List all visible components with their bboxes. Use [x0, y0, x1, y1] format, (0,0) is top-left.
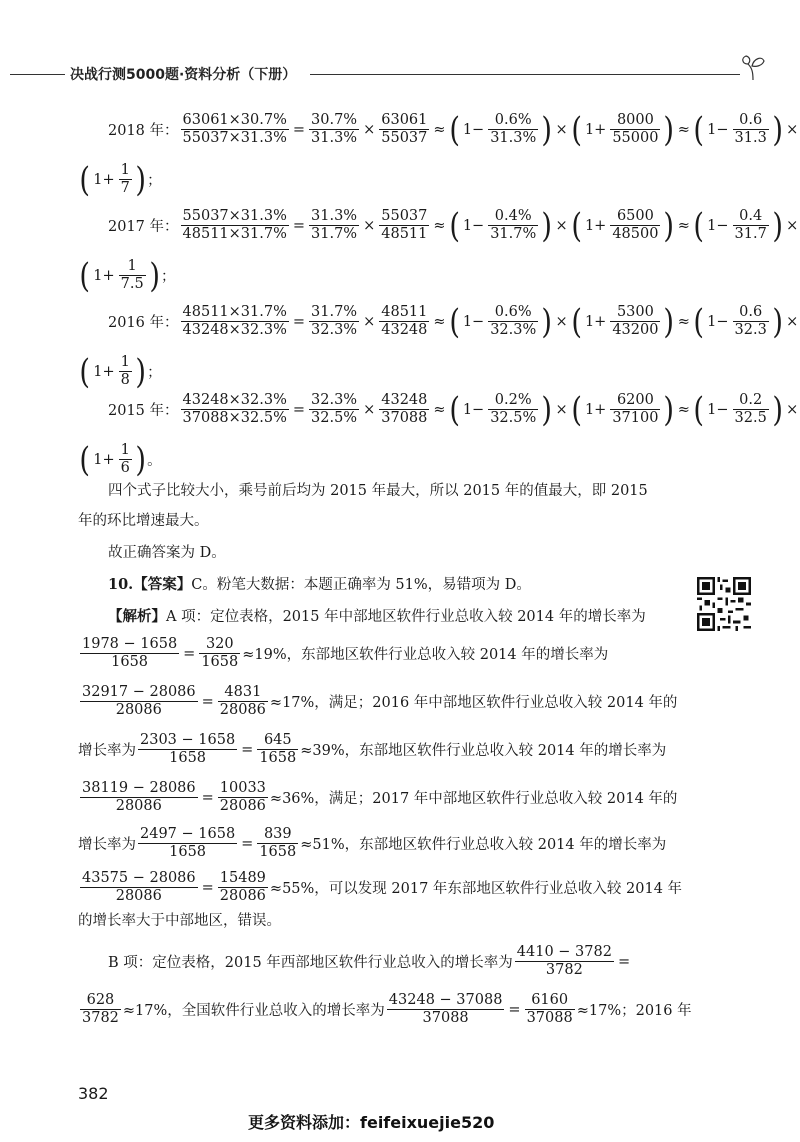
approx-sign: ≈ [433, 217, 446, 234]
denominator: 31.7% [490, 226, 537, 242]
fraction [309, 112, 359, 147]
denominator: 32.5 [734, 410, 767, 426]
fraction [733, 304, 769, 339]
numerator: 1 [127, 258, 137, 274]
denominator: 37088 [387, 1009, 505, 1027]
equals-sign: = [201, 879, 214, 896]
conclusion-line-2: 年的环比增速最大。 [78, 513, 209, 529]
numerator: 55037 [381, 208, 428, 224]
numerator: 48511 [381, 304, 428, 320]
numerator: 2497 − 1658 [140, 826, 236, 842]
paren-close: ) [772, 389, 783, 430]
fraction [515, 944, 614, 979]
fraction [379, 112, 429, 147]
fraction [119, 258, 146, 293]
numerator: 1 [120, 442, 130, 458]
fraction [138, 826, 237, 861]
denominator: 43200 [612, 322, 659, 338]
fraction [80, 636, 179, 671]
numerator: 4831 [224, 684, 262, 700]
numerator: 10033 [219, 780, 266, 796]
numerator: 31.3% [311, 208, 358, 224]
numerator: 0.2 [739, 392, 763, 408]
numerator: 63061 [381, 112, 428, 128]
equals-sign: = [292, 217, 306, 234]
paren-close: ) [663, 301, 675, 342]
one-plus: 1+ [93, 171, 115, 188]
one-plus: 1+ [584, 217, 607, 234]
approx-sign: ≈ [433, 313, 446, 330]
one-plus: 1+ [93, 267, 115, 284]
row-end-punct: 。 [147, 453, 162, 469]
numerator: 0.4 [739, 208, 763, 224]
fraction [379, 392, 429, 427]
fraction [138, 732, 237, 767]
denominator: 7.5 [120, 276, 144, 292]
numerator: 43248 [381, 392, 428, 408]
year-label: 2016 年： [108, 315, 179, 331]
q10-row-b1 [108, 944, 632, 979]
fraction [119, 162, 132, 197]
numerator: 15489 [219, 870, 266, 886]
fraction [488, 208, 538, 243]
denominator: 1658 [138, 749, 237, 767]
fraction [181, 304, 289, 339]
times-sign: × [363, 217, 376, 234]
sprout-icon [738, 52, 768, 82]
paren-close: ) [541, 205, 553, 246]
row-end-punct: ； [147, 365, 162, 381]
fraction [488, 392, 538, 427]
numerator: 1978 − 1658 [82, 636, 178, 652]
equals-sign: = [183, 645, 196, 662]
numerator: 4410 − 3782 [516, 944, 612, 960]
denominator: 48511×31.7% [182, 226, 287, 242]
numerator: 0.2% [494, 392, 532, 408]
paren-close: ) [541, 389, 553, 430]
conclusion-line-1: 四个式子比较大小，乘号前后均为 2015 年最大，所以 2015 年的值最大，即 2015 [108, 483, 648, 499]
q10-answer-text: C。粉笔大数据：本题正确率为 51%，易错项为 D。 [191, 577, 531, 593]
fraction [80, 684, 198, 719]
q10-row-a7 [78, 870, 682, 905]
q10-row-a6 [78, 826, 666, 861]
q10-analysis-label: 【解析】 [108, 608, 166, 625]
numerator: 32.3% [311, 392, 358, 408]
paren-close: ) [135, 159, 146, 200]
numerator: 0.4% [494, 208, 532, 224]
year-label: 2018 年： [108, 123, 179, 139]
fraction [387, 992, 505, 1027]
paren-close: ) [135, 439, 146, 480]
header-rule-left [10, 74, 65, 75]
approx-sign: ≈ [433, 121, 446, 138]
fraction [181, 112, 289, 147]
equals-sign: = [292, 401, 306, 418]
numerator: 48511×31.7% [182, 304, 287, 320]
equals-sign: = [201, 693, 214, 710]
denominator: 55037 [381, 130, 428, 146]
fraction [309, 392, 359, 427]
paren-open: ( [79, 159, 90, 200]
denominator: 55000 [612, 130, 659, 146]
one-minus: 1− [462, 313, 485, 330]
fraction [119, 354, 132, 389]
times-sign: × [363, 121, 376, 138]
numerator: 31.7% [311, 304, 358, 320]
numerator: 8000 [616, 112, 654, 128]
approx-sign: ≈ [677, 313, 690, 330]
times-sign: × [363, 401, 376, 418]
row-end-punct: ； [147, 173, 162, 189]
denominator: 31.7% [311, 226, 358, 242]
numerator: 2303 − 1658 [140, 732, 236, 748]
denominator: 43248×32.3% [182, 322, 287, 338]
fraction [218, 780, 268, 815]
denominator: 1658 [80, 653, 179, 671]
fraction [80, 870, 198, 905]
one-plus: 1+ [584, 121, 607, 138]
denominator: 37100 [612, 410, 659, 426]
one-minus: 1− [707, 217, 729, 234]
denominator: 1658 [259, 750, 297, 766]
times-sign: × [555, 121, 568, 138]
numerator: 30.7% [311, 112, 358, 128]
denominator: 37088×32.5% [182, 410, 287, 426]
running-header [10, 60, 780, 90]
approx-sign: ≈ [677, 121, 690, 138]
one-plus: 1+ [93, 451, 115, 468]
equals-sign: = [201, 789, 214, 806]
denominator: 1658 [201, 654, 239, 670]
numerator: 645 [263, 732, 292, 748]
fraction [181, 392, 289, 427]
equation-row-y2018-cont [78, 159, 162, 200]
denominator: 1658 [259, 844, 297, 860]
numerator: 1 [120, 354, 130, 370]
one-minus: 1− [707, 401, 729, 418]
paren-close: ) [541, 301, 553, 342]
times-sign: × [363, 313, 376, 330]
equation-row-y2016-cont [78, 351, 162, 392]
paren-open: ( [571, 205, 582, 246]
denominator: 31.3% [311, 130, 358, 146]
denominator: 55037×31.3% [182, 130, 287, 146]
q10-row-a2 [78, 636, 608, 671]
paren-close: ) [663, 205, 675, 246]
denominator: 8 [120, 372, 130, 388]
q10-row-b2 [78, 992, 692, 1027]
row-text: ≈55%，可以发现 2017 年东部地区软件行业总收入较 2014 年 [269, 881, 683, 897]
numerator: 0.6% [494, 112, 532, 128]
fraction [610, 208, 660, 243]
denominator: 31.3 [734, 130, 767, 146]
one-minus: 1− [707, 121, 729, 138]
one-minus: 1− [462, 401, 485, 418]
one-minus: 1− [462, 121, 485, 138]
equals-sign: = [241, 741, 254, 758]
q10-answer [108, 574, 665, 596]
numerator: 55037×31.3% [182, 208, 287, 224]
denominator: 43248 [381, 322, 428, 338]
fraction [257, 732, 298, 767]
denominator: 32.5% [490, 410, 537, 426]
equation-row-y2016 [108, 301, 800, 342]
numerator: 1 [120, 162, 130, 178]
denominator: 32.3% [311, 322, 358, 338]
approx-sign: ≈ [433, 401, 446, 418]
numerator: 6500 [616, 208, 654, 224]
paren-close: ) [772, 205, 783, 246]
qr-code-icon[interactable] [697, 577, 751, 631]
paren-close: ) [149, 255, 160, 296]
equation-row-y2015-cont [78, 439, 162, 480]
one-plus: 1+ [584, 313, 607, 330]
numerator: 43575 − 28086 [82, 870, 196, 886]
numerator: 0.6 [739, 304, 763, 320]
q10-analysis-line-1 [108, 606, 665, 628]
row-end-punct: ； [160, 269, 176, 285]
fraction [80, 992, 121, 1027]
q10-a-conclusion: 的增长率大于中部地区，错误。 [78, 913, 281, 929]
denominator: 37088 [526, 1010, 573, 1026]
paren-open: ( [693, 109, 704, 150]
row-text: ≈17%，满足；2016 年中部地区软件行业总收入较 2014 年的 [269, 695, 678, 711]
fraction [199, 636, 240, 671]
equation-row-y2017 [108, 205, 800, 246]
fraction [257, 826, 298, 861]
fraction [181, 208, 289, 243]
denominator: 28086 [219, 798, 266, 814]
paren-open: ( [448, 109, 460, 150]
q10-row-a4 [78, 732, 666, 767]
answer-statement: 故正确答案为 D。 [108, 545, 226, 561]
numerator: 0.6% [494, 304, 532, 320]
denominator: 28086 [219, 702, 266, 718]
paren-close: ) [541, 109, 553, 150]
one-minus: 1− [462, 217, 485, 234]
q10-answer-label: 10.【答案】 [108, 576, 192, 593]
numerator: 0.6 [739, 112, 763, 128]
denominator: 37088 [381, 410, 428, 426]
paren-open: ( [79, 351, 90, 392]
times-sign: × [555, 217, 568, 234]
fraction [733, 392, 769, 427]
footer-note: 更多资料添加：feifeixuejie520 [248, 1113, 495, 1132]
fraction [733, 112, 769, 147]
denominator: 3782 [515, 961, 614, 979]
equation-row-y2017-cont [78, 255, 176, 296]
numerator: 43248 − 37088 [388, 992, 503, 1008]
fraction [218, 870, 268, 905]
numerator: 32917 − 28086 [82, 684, 196, 700]
fraction [610, 392, 660, 427]
denominator: 31.7 [734, 226, 767, 242]
paren-open: ( [448, 389, 460, 430]
equation-row-y2015 [108, 389, 800, 430]
numerator: 38119 − 28086 [82, 780, 196, 796]
numerator: 5300 [616, 304, 654, 320]
paren-open: ( [79, 255, 90, 296]
q10-a-text: A 项：定位表格，2015 年中部地区软件行业总收入较 2014 年的增长率为 [166, 609, 646, 625]
times-sign: × [555, 313, 568, 330]
denominator: 7 [120, 180, 130, 196]
denominator: 28086 [80, 887, 198, 905]
denominator: 48500 [612, 226, 659, 242]
fraction [488, 304, 538, 339]
header-rule-right [310, 74, 740, 75]
times-sign: × [786, 313, 799, 330]
equals-sign: = [508, 1001, 521, 1018]
equals-sign: = [292, 121, 306, 138]
fraction [218, 684, 268, 719]
fraction [309, 304, 359, 339]
approx-sign: ≈ [677, 401, 690, 418]
fraction [309, 208, 359, 243]
denominator: 28086 [80, 797, 198, 815]
denominator: 3782 [82, 1010, 119, 1026]
numerator: 43248×32.3% [182, 392, 287, 408]
denominator: 32.3 [734, 322, 767, 338]
denominator: 48511 [381, 226, 428, 242]
paren-close: ) [135, 351, 146, 392]
row-text: ≈51%，东部地区软件行业总收入较 2014 年的增长率为 [300, 837, 667, 853]
row-prefix: B 项：定位表格，2015 年西部地区软件行业总收入的增长率为 [108, 955, 513, 971]
fraction [733, 208, 769, 243]
year-label: 2017 年： [108, 219, 179, 235]
paren-open: ( [693, 205, 704, 246]
row-text: ≈17%，全国软件行业总收入的增长率为 [122, 1003, 385, 1019]
denominator: 32.3% [490, 322, 537, 338]
times-sign: × [555, 401, 568, 418]
paren-open: ( [79, 439, 90, 480]
numerator: 6200 [616, 392, 654, 408]
times-sign: × [786, 401, 799, 418]
fraction [119, 442, 132, 477]
times-sign: × [786, 121, 799, 138]
page-number: 382 [78, 1084, 109, 1103]
denominator: 28086 [219, 888, 266, 904]
year-label: 2015 年： [108, 403, 179, 419]
paren-open: ( [448, 205, 460, 246]
paren-close: ) [663, 109, 675, 150]
paren-close: ) [772, 109, 783, 150]
one-plus: 1+ [93, 363, 115, 380]
denominator: 31.3% [490, 130, 537, 146]
numerator: 839 [263, 826, 292, 842]
equals-sign: = [617, 953, 631, 970]
numerator: 6160 [531, 992, 569, 1008]
equation-row-y2018 [108, 109, 800, 150]
numerator: 320 [205, 636, 234, 652]
equals-sign: = [292, 313, 306, 330]
row-prefix: 增长率为 [78, 743, 136, 759]
row-text: ≈17%；2016 年 [576, 1003, 692, 1019]
one-minus: 1− [707, 313, 729, 330]
book-title: 决战行测5000题·资料分析（下册） [70, 67, 297, 83]
row-text: ≈36%，满足；2017 年中部地区软件行业总收入较 2014 年的 [269, 791, 678, 807]
row-prefix: 增长率为 [78, 837, 136, 853]
paren-open: ( [571, 389, 582, 430]
fraction [80, 780, 198, 815]
q10-row-a3 [78, 684, 677, 719]
fraction [525, 992, 575, 1027]
equals-sign: = [241, 835, 254, 852]
paren-open: ( [571, 301, 582, 342]
denominator: 32.5% [311, 410, 358, 426]
denominator: 1658 [138, 843, 237, 861]
paren-close: ) [663, 389, 675, 430]
paren-open: ( [448, 301, 460, 342]
one-plus: 1+ [584, 401, 607, 418]
paren-open: ( [693, 389, 704, 430]
approx-sign: ≈ [677, 217, 690, 234]
numerator: 628 [86, 992, 115, 1008]
paren-open: ( [693, 301, 704, 342]
fraction [379, 304, 429, 339]
fraction [488, 112, 538, 147]
fraction [610, 304, 660, 339]
denominator: 28086 [80, 701, 198, 719]
row-text: ≈39%，东部地区软件行业总收入较 2014 年的增长率为 [300, 743, 667, 759]
fraction [379, 208, 429, 243]
paren-open: ( [571, 109, 582, 150]
fraction [610, 112, 660, 147]
row-text: ≈19%，东部地区软件行业总收入较 2014 年的增长率为 [242, 647, 609, 663]
q10-row-a5 [78, 780, 677, 815]
times-sign: × [786, 217, 799, 234]
numerator: 63061×30.7% [182, 112, 287, 128]
paren-close: ) [772, 301, 783, 342]
denominator: 6 [120, 460, 130, 476]
